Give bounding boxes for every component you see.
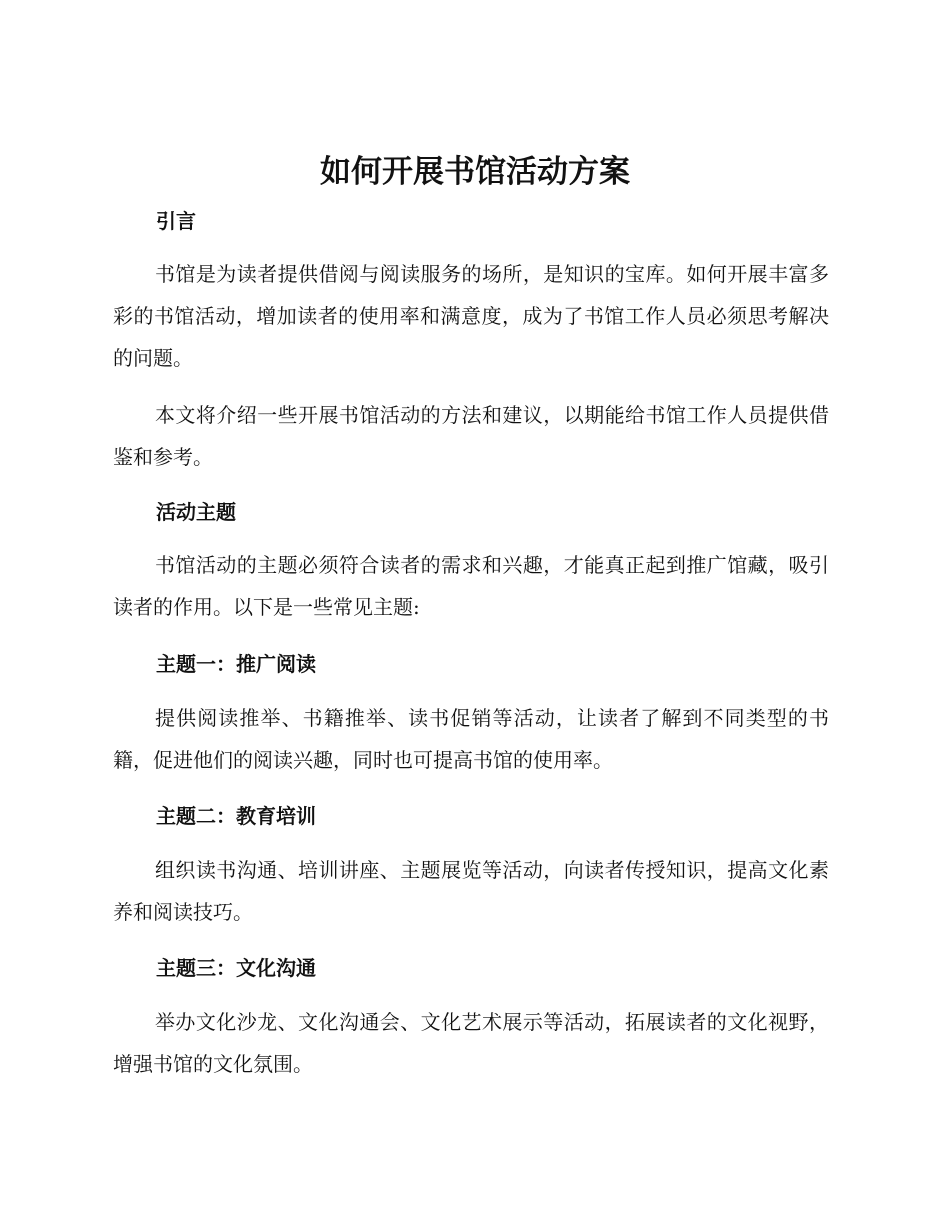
section-heading-intro: 引言 [156,209,196,233]
theme-text-1: 提供阅读推举、书籍推举、读书促销等活动，让读者了解到不同类型的书籍，促进他们的阅读兴趣，同时也可提高书馆的使用率。 [113,706,829,772]
theme-heading-3: 主题三：文化沟通 [156,956,316,980]
themes-intro-paragraph: 书馆活动的主题必须符合读者的需求和兴趣，才能真正起到推广馆藏，吸引读者的作用。以下是一些常见主题: [113,553,829,619]
theme-text-2: 组织读书沟通、培训讲座、主题展览等活动，向读者传授知识，提高文化素养和阅读技巧。 [113,858,829,924]
document-title: 如何开展书馆活动方案 [320,154,630,190]
intro-paragraph-2: 本文将介绍一些开展书馆活动的方法和建议，以期能给书馆工作人员提供借鉴和参考。 [113,403,829,469]
theme-heading-1: 主题一：推广阅读 [156,652,316,676]
intro-paragraph-1: 书馆是为读者提供借阅与阅读服务的场所，是知识的宝库。如何开展丰富多彩的书馆活动，增加读者的使用率和满意度，成为了书馆工作人员必须思考解决的问题。 [113,262,829,370]
theme-heading-2: 主题二：教育培训 [156,804,316,828]
theme-text-3: 举办文化沙龙、文化沟通会、文化艺术展示等活动，拓展读者的文化视野，增强书馆的文化氛围。 [113,1010,829,1076]
section-heading-themes: 活动主题 [156,500,236,524]
